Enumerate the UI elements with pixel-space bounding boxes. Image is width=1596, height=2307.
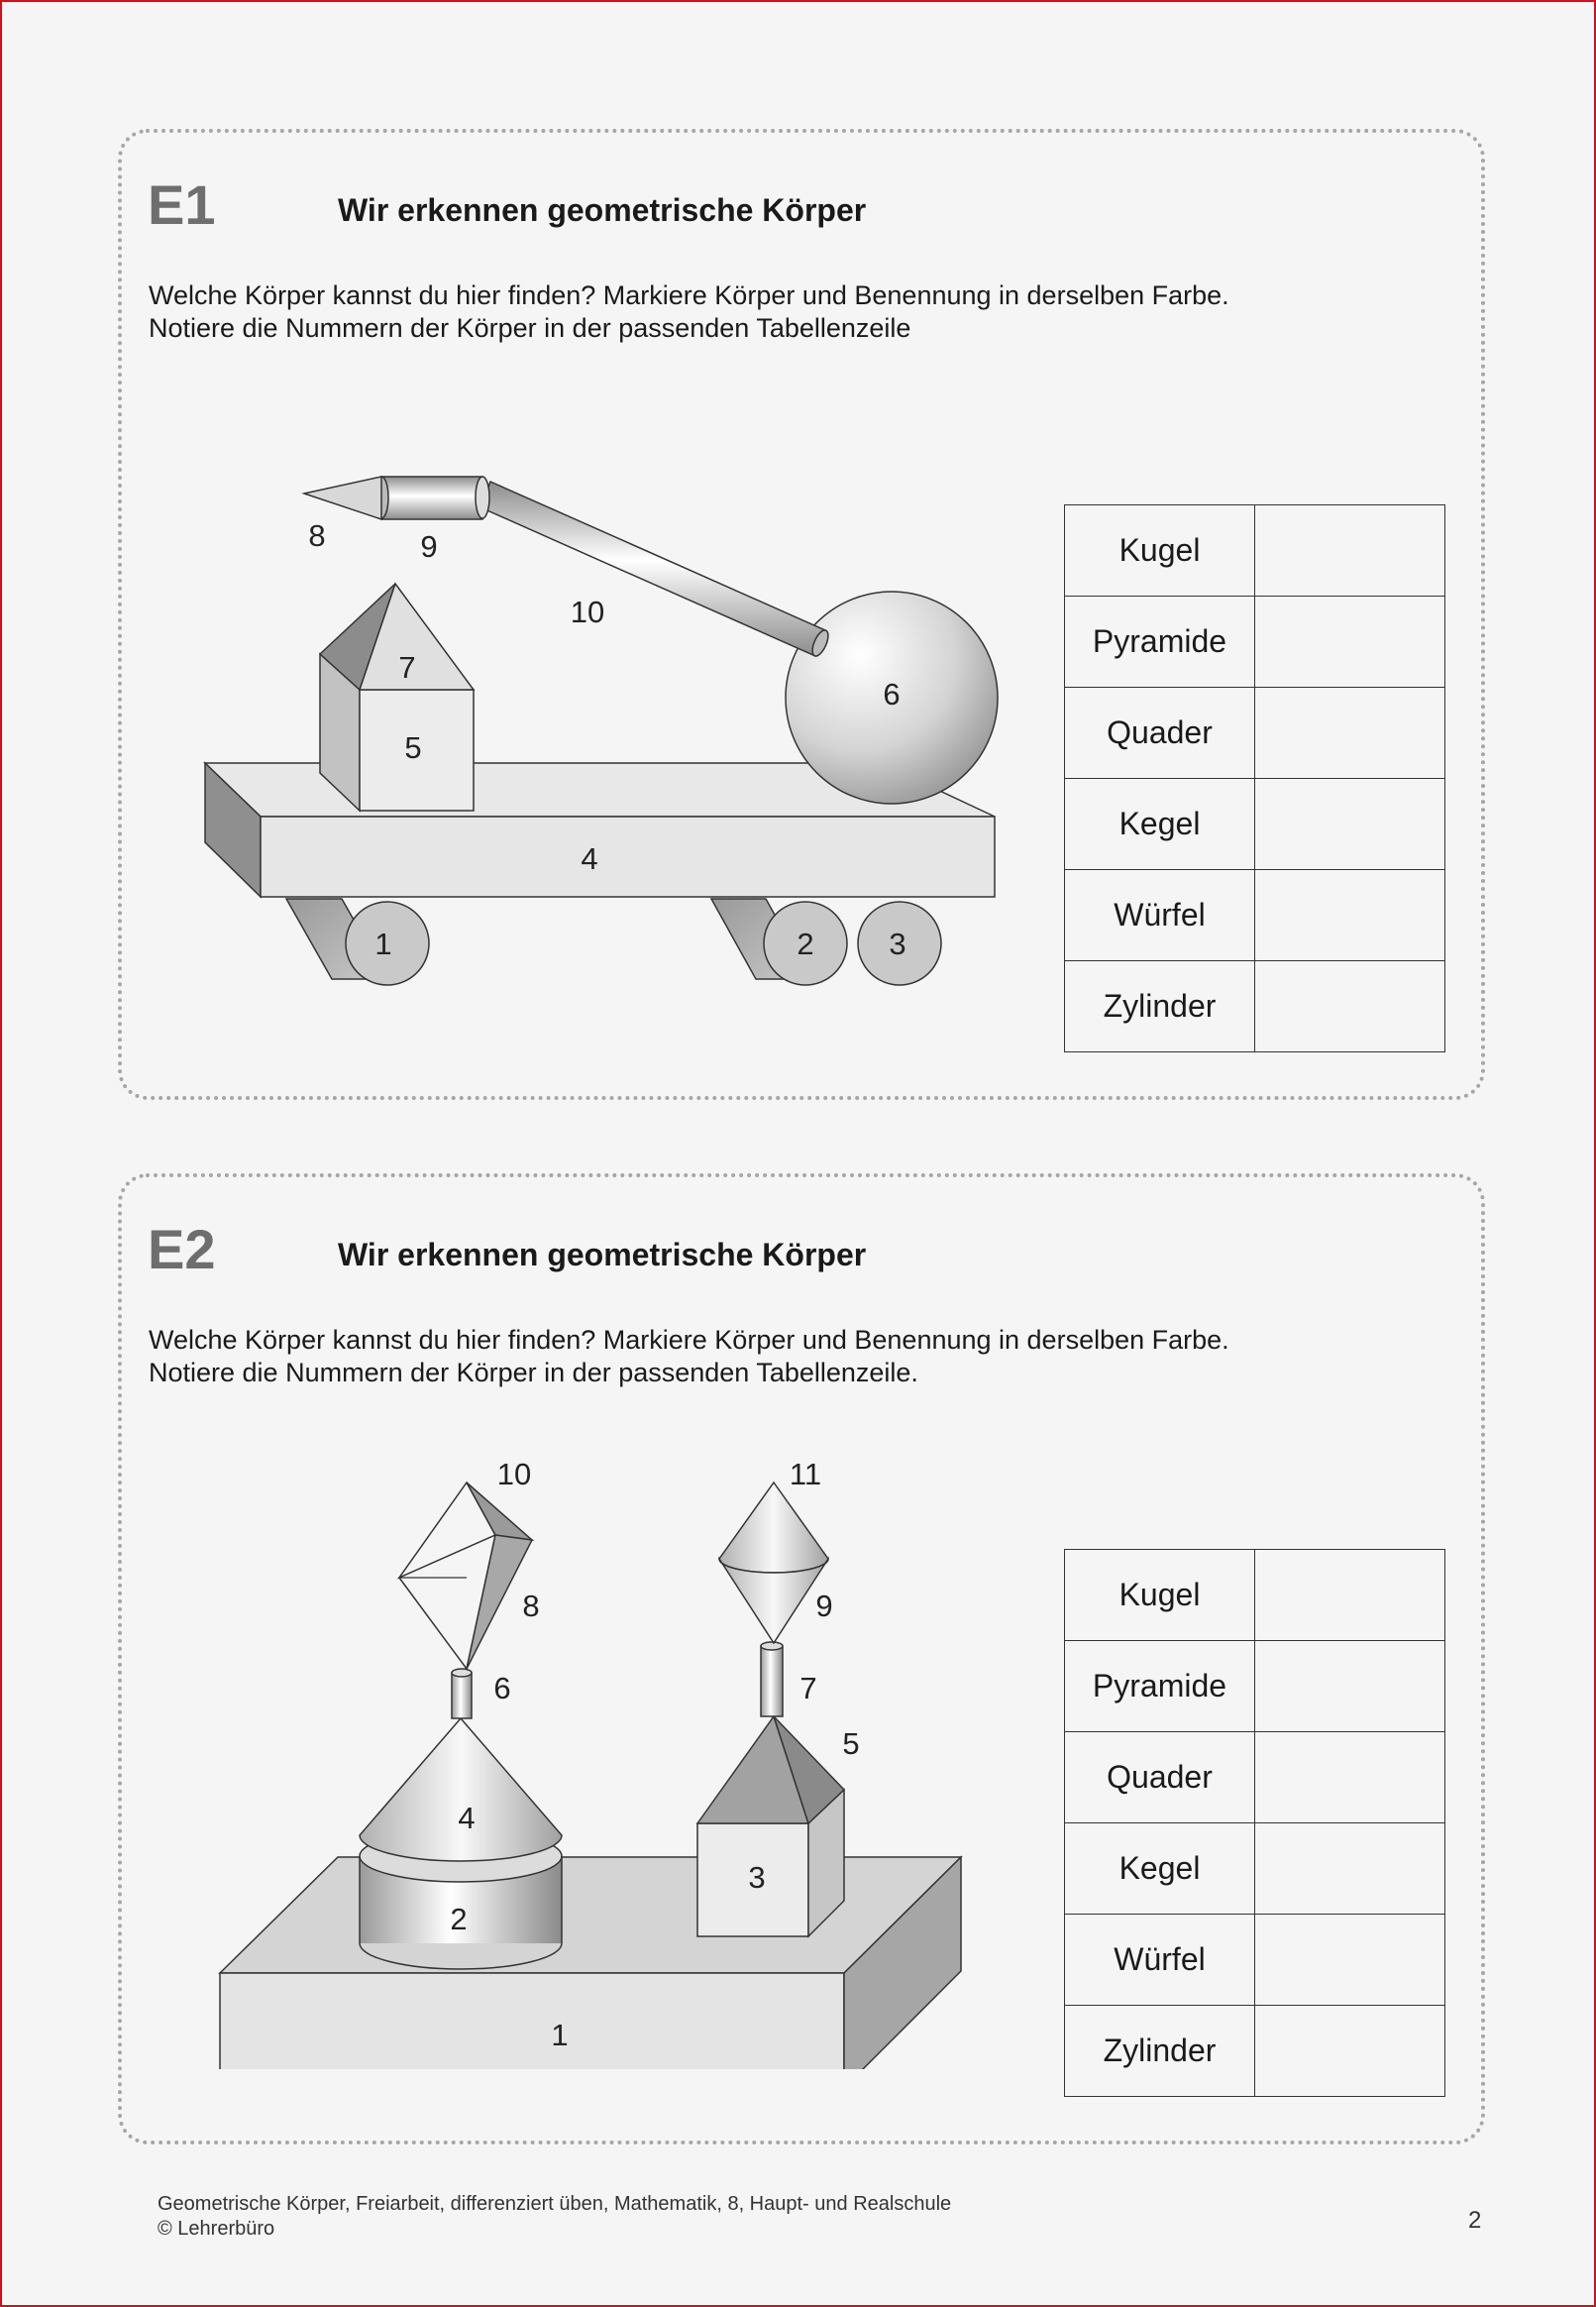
footer-source: Geometrische Körper, Freiarbeit, differenziert üben, Mathematik, 8, Haupt- und Realschule [158,2193,952,2215]
cone [304,477,381,519]
figure-label: 4 [581,841,598,876]
figure-label: 9 [815,1589,833,1623]
table-row [1065,1550,1445,1641]
figure-label: 1 [374,927,392,961]
instruction-line: Welche Körper kannst du hier finden? Markiere Körper und Benennung in derselben Farbe. [149,280,1229,310]
rod-cylinder [480,482,831,658]
exercise-title: Wir erkennen geometrische Körper [338,1237,867,1272]
body-name: Kegel [1065,779,1255,870]
exercise-code: E1 [148,173,216,236]
table-row [1065,1823,1445,1915]
body-name: Würfel [1065,1915,1255,2006]
answer-cell[interactable] [1255,1550,1445,1641]
table-row [1065,961,1445,1052]
body-name: Kugel [1065,505,1255,597]
body-name: Quader [1065,688,1255,779]
figure-label: 7 [799,1671,817,1705]
figure-label: 2 [797,927,814,961]
small-cylinder-6 [452,1669,472,1718]
table-row [1065,1732,1445,1823]
answer-cell[interactable] [1255,505,1445,597]
body-name: Würfel [1065,870,1255,961]
figure-label: 9 [420,529,438,564]
answer-cell[interactable] [1255,870,1445,961]
instruction-line: Notiere die Nummern der Körper in der passenden Tabellenzeile. [149,1358,918,1387]
figure-label: 10 [496,1457,532,1491]
table-row [1065,688,1445,779]
exercise-title: Wir erkennen geometrische Körper [338,192,867,228]
page-footer [158,2192,951,2242]
exercise-code: E2 [148,1218,216,1280]
answer-table [1064,504,1445,1052]
figure-label: 5 [404,730,422,765]
figure-label: 5 [842,1726,860,1761]
figure-label: 6 [883,677,901,712]
figure-label: 11 [789,1457,822,1491]
table-row [1065,779,1445,870]
answer-cell[interactable] [1255,1732,1445,1823]
body-name: Quader [1065,1732,1255,1823]
figure-label: 10 [570,595,605,629]
double-pyramid [399,1483,532,1669]
footer-copyright: © Lehrerbüro [158,2218,275,2240]
figure-label: 8 [308,518,326,553]
figure-label: 1 [551,2018,569,2052]
roller-cylinder-1 [286,899,429,985]
pyramid [697,1716,844,1823]
figure-label: 2 [450,1902,468,1936]
small-cylinder-7 [761,1642,783,1716]
tip-cylinder [374,477,489,519]
body-name: Pyramide [1065,1641,1255,1732]
double-cone [719,1483,828,1643]
table-row [1065,505,1445,597]
cone [360,1718,562,1861]
body-name: Kegel [1065,1823,1255,1915]
figure-label: 3 [889,927,906,961]
table-row [1065,597,1445,688]
exercise-card-e2 [118,1173,1485,2144]
body-name: Kugel [1065,1550,1255,1641]
answer-cell[interactable] [1255,1641,1445,1732]
answer-cell[interactable] [1255,779,1445,870]
table-row [1065,870,1445,961]
exercise-card-e1 [118,129,1485,1100]
crane-vehicle-figure [122,133,1033,1025]
answer-cell[interactable] [1255,597,1445,688]
figure-label: 8 [522,1589,540,1623]
answer-cell[interactable] [1255,1915,1445,2006]
table-row [1065,2006,1445,2097]
instruction-line: Notiere die Nummern der Körper in der passenden Tabellenzeile [149,313,911,343]
page-number: 2 [1468,2207,1482,2234]
instruction-line: Welche Körper kannst du hier finden? Markiere Körper und Benennung in derselben Farbe. [149,1325,1229,1355]
body-name: Zylinder [1065,961,1255,1052]
figure-label: 4 [458,1801,476,1835]
answer-cell[interactable] [1255,688,1445,779]
pyramid [320,584,474,690]
figure-label: 3 [748,1860,766,1895]
answer-cell[interactable] [1255,2006,1445,2097]
answer-cell[interactable] [1255,1823,1445,1915]
figure-label: 7 [398,650,416,685]
structure-figure [122,1177,1033,2069]
body-name: Pyramide [1065,597,1255,688]
body-name: Zylinder [1065,2006,1255,2097]
figure-label: 6 [493,1671,511,1705]
table-row [1065,1915,1445,2006]
answer-cell[interactable] [1255,961,1445,1052]
base-cuboid [220,1857,961,2069]
answer-table [1064,1549,1445,2097]
table-row [1065,1641,1445,1732]
roller-cylinder-2 [711,899,847,985]
